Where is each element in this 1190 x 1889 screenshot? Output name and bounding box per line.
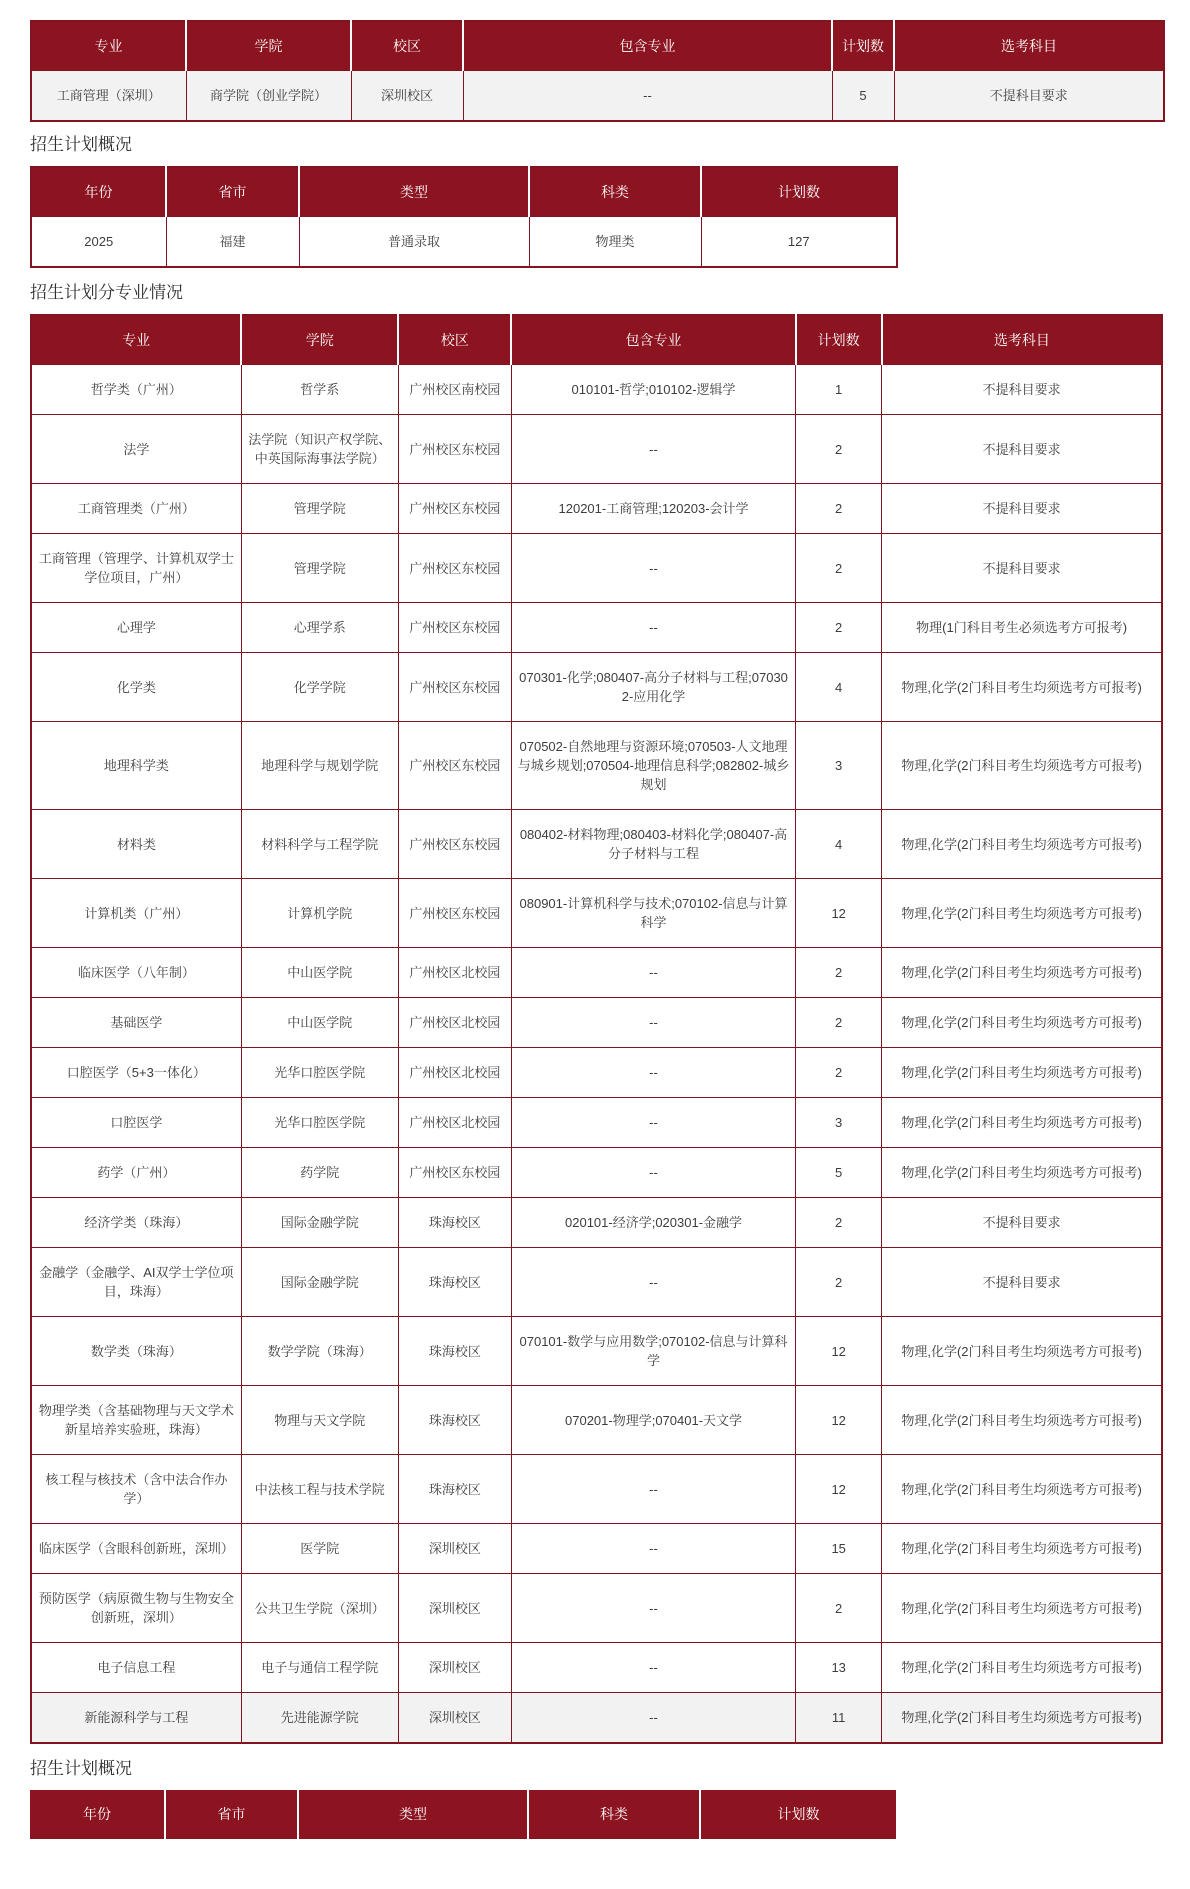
table-cell: 070101-数学与应用数学;070102-信息与计算科学 xyxy=(511,1317,795,1386)
table-cell: 3 xyxy=(796,722,882,810)
table-row xyxy=(31,1317,1162,1386)
column-header: 选考科目 xyxy=(882,315,1162,365)
column-header: 年份 xyxy=(31,167,166,217)
table-cell: -- xyxy=(511,998,795,1048)
table-cell: 国际金融学院 xyxy=(241,1198,398,1248)
table-cell: 物理,化学(2门科目考生均须选考方可报考) xyxy=(882,1643,1162,1693)
table-cell: 公共卫生学院（深圳） xyxy=(241,1574,398,1643)
table-cell: 物理,化学(2门科目考生均须选考方可报考) xyxy=(882,1048,1162,1098)
table-cell: -- xyxy=(463,71,832,122)
table-cell: 物理与天文学院 xyxy=(241,1386,398,1455)
table-cell: 材料类 xyxy=(31,810,241,879)
table-cell: 广州校区东校园 xyxy=(398,879,511,948)
table-cell: 2025 xyxy=(31,217,166,268)
table-cell: 070201-物理学;070401-天文学 xyxy=(511,1386,795,1455)
table-cell: -- xyxy=(511,1048,795,1098)
column-header: 包含专业 xyxy=(463,21,832,71)
header-row xyxy=(31,167,897,217)
column-header: 计划数 xyxy=(701,167,897,217)
table-cell: -- xyxy=(511,1693,795,1744)
table-row xyxy=(31,722,1162,810)
table-cell: 080402-材料物理;080403-材料化学;080407-高分子材料与工程 xyxy=(511,810,795,879)
table-cell: 地理科学与规划学院 xyxy=(241,722,398,810)
table-cell: 2 xyxy=(796,1198,882,1248)
table-cell: 珠海校区 xyxy=(398,1198,511,1248)
plan-by-major-table xyxy=(30,314,1163,1744)
table-cell: 临床医学（八年制） xyxy=(31,948,241,998)
section-title-by-major: 招生计划分专业情况 xyxy=(30,283,183,302)
table-cell: 广州校区东校园 xyxy=(398,603,511,653)
table-row xyxy=(31,1643,1162,1693)
table-cell: 化学学院 xyxy=(241,653,398,722)
table-cell: 物理,化学(2门科目考生均须选考方可报考) xyxy=(882,722,1162,810)
table-cell: 物理,化学(2门科目考生均须选考方可报考) xyxy=(882,1693,1162,1744)
table-row xyxy=(31,1524,1162,1574)
table-row xyxy=(31,365,1162,415)
table-cell: 数学类（珠海） xyxy=(31,1317,241,1386)
table-cell: 5 xyxy=(832,71,894,122)
column-header: 计划数 xyxy=(796,315,882,365)
table-cell: 心理学系 xyxy=(241,603,398,653)
table-cell: 物理类 xyxy=(529,217,701,268)
table-cell: 2 xyxy=(796,603,882,653)
table-cell: 12 xyxy=(796,1386,882,1455)
table-cell: 2 xyxy=(796,948,882,998)
column-header: 省市 xyxy=(165,1790,298,1839)
table-cell: 物理,化学(2门科目考生均须选考方可报考) xyxy=(882,948,1162,998)
table-cell: 物理,化学(2门科目考生均须选考方可报考) xyxy=(882,1148,1162,1198)
table-cell: 15 xyxy=(796,1524,882,1574)
table-cell: 2 xyxy=(796,415,882,484)
column-header: 学院 xyxy=(186,21,351,71)
table-row xyxy=(31,810,1162,879)
table-row xyxy=(31,415,1162,484)
table-cell: 物理,化学(2门科目考生均须选考方可报考) xyxy=(882,1574,1162,1643)
table-cell: 深圳校区 xyxy=(398,1643,511,1693)
column-header: 包含专业 xyxy=(511,315,795,365)
table-cell: 12 xyxy=(796,879,882,948)
header-row xyxy=(31,21,1164,71)
table-cell: 广州校区东校园 xyxy=(398,1148,511,1198)
header-row xyxy=(31,315,1162,365)
table-cell: 医学院 xyxy=(241,1524,398,1574)
table-cell: 地理科学类 xyxy=(31,722,241,810)
table-cell: 深圳校区 xyxy=(398,1693,511,1744)
column-header: 校区 xyxy=(398,315,511,365)
table-cell: 广州校区北校园 xyxy=(398,948,511,998)
table-cell: 广州校区东校园 xyxy=(398,810,511,879)
column-header: 类型 xyxy=(298,1790,528,1839)
table-row xyxy=(31,1048,1162,1098)
table-row xyxy=(31,1198,1162,1248)
table-cell: 电子信息工程 xyxy=(31,1643,241,1693)
table-cell: 不提科目要求 xyxy=(882,534,1162,603)
table-cell: 070502-自然地理与资源环境;070503-人文地理与城乡规划;070504-地理信息科学;082802-城乡规划 xyxy=(511,722,795,810)
table-row xyxy=(31,948,1162,998)
table-cell: 广州校区北校园 xyxy=(398,998,511,1048)
table-row xyxy=(31,1098,1162,1148)
table-cell: 010101-哲学;010102-逻辑学 xyxy=(511,365,795,415)
table-cell: 珠海校区 xyxy=(398,1248,511,1317)
table-cell: 广州校区北校园 xyxy=(398,1048,511,1098)
table-cell: -- xyxy=(511,1455,795,1524)
table-cell: 物理,化学(2门科目考生均须选考方可报考) xyxy=(882,998,1162,1048)
table-cell: 预防医学（病原微生物与生物安全创新班，深圳） xyxy=(31,1574,241,1643)
section-title-overview: 招生计划概况 xyxy=(30,135,132,154)
table-cell: 2 xyxy=(796,484,882,534)
table-cell: 经济学类（珠海） xyxy=(31,1198,241,1248)
table-cell: 珠海校区 xyxy=(398,1455,511,1524)
table-row xyxy=(31,1148,1162,1198)
table-cell: 哲学系 xyxy=(241,365,398,415)
table-cell: -- xyxy=(511,1574,795,1643)
table-cell: 5 xyxy=(796,1148,882,1198)
header-row xyxy=(30,1790,896,1839)
table-row xyxy=(31,1693,1162,1744)
table-cell: 计算机类（广州） xyxy=(31,879,241,948)
column-header: 类型 xyxy=(299,167,529,217)
table-cell: 127 xyxy=(701,217,897,268)
section-title-overview-2: 招生计划概况 xyxy=(30,1759,132,1778)
table-cell: 2 xyxy=(796,1248,882,1317)
table-cell: 不提科目要求 xyxy=(882,415,1162,484)
table-cell: 物理,化学(2门科目考生均须选考方可报考) xyxy=(882,879,1162,948)
table-cell: 4 xyxy=(796,653,882,722)
table-cell: -- xyxy=(511,1524,795,1574)
table-cell: 电子与通信工程学院 xyxy=(241,1643,398,1693)
table-cell: 先进能源学院 xyxy=(241,1693,398,1744)
table-cell: 临床医学（含眼科创新班，深圳） xyxy=(31,1524,241,1574)
table-cell: 不提科目要求 xyxy=(882,365,1162,415)
table-cell: -- xyxy=(511,1148,795,1198)
table-row xyxy=(31,1455,1162,1524)
table-cell: 计算机学院 xyxy=(241,879,398,948)
table-row xyxy=(31,998,1162,1048)
table-cell: 国际金融学院 xyxy=(241,1248,398,1317)
table-cell: 法学 xyxy=(31,415,241,484)
column-header: 专业 xyxy=(31,315,241,365)
table-cell: 珠海校区 xyxy=(398,1317,511,1386)
table-cell: 工商管理（管理学、计算机双学士学位项目，广州） xyxy=(31,534,241,603)
table-cell: 物理,化学(2门科目考生均须选考方可报考) xyxy=(882,1317,1162,1386)
table-cell: 不提科目要求 xyxy=(882,1248,1162,1317)
selected-major-table xyxy=(30,20,1165,122)
table-cell: 物理,化学(2门科目考生均须选考方可报考) xyxy=(882,653,1162,722)
table-cell: 物理(1门科目考生必须选考方可报考) xyxy=(882,603,1162,653)
table-cell: 物理,化学(2门科目考生均须选考方可报考) xyxy=(882,810,1162,879)
table-row xyxy=(31,1248,1162,1317)
column-header: 年份 xyxy=(30,1790,165,1839)
column-header: 学院 xyxy=(241,315,398,365)
table-cell: 2 xyxy=(796,1048,882,1098)
table-cell: 广州校区东校园 xyxy=(398,534,511,603)
table-cell: 4 xyxy=(796,810,882,879)
table-cell: 不提科目要求 xyxy=(882,484,1162,534)
table-cell: 物理,化学(2门科目考生均须选考方可报考) xyxy=(882,1098,1162,1148)
table-cell: 不提科目要求 xyxy=(882,1198,1162,1248)
column-header: 计划数 xyxy=(832,21,894,71)
column-header: 省市 xyxy=(166,167,299,217)
table-row xyxy=(31,71,1164,122)
table-cell: 物理,化学(2门科目考生均须选考方可报考) xyxy=(882,1524,1162,1574)
table-cell: -- xyxy=(511,1643,795,1693)
table-cell: -- xyxy=(511,1098,795,1148)
table-cell: 管理学院 xyxy=(241,484,398,534)
table-cell: 广州校区东校园 xyxy=(398,653,511,722)
table-cell: 中山医学院 xyxy=(241,948,398,998)
table-cell: 2 xyxy=(796,998,882,1048)
table-cell: -- xyxy=(511,948,795,998)
table-cell: 口腔医学 xyxy=(31,1098,241,1148)
table-row xyxy=(31,603,1162,653)
table-cell: 材料科学与工程学院 xyxy=(241,810,398,879)
table-row xyxy=(31,534,1162,603)
table-cell: 工商管理类（广州） xyxy=(31,484,241,534)
table-cell: 12 xyxy=(796,1455,882,1524)
table-cell: 深圳校区 xyxy=(398,1574,511,1643)
table-cell: 光华口腔医学院 xyxy=(241,1048,398,1098)
table-cell: 广州校区南校园 xyxy=(398,365,511,415)
column-header: 专业 xyxy=(31,21,186,71)
table-cell: 管理学院 xyxy=(241,534,398,603)
column-header: 选考科目 xyxy=(894,21,1164,71)
table-row xyxy=(31,653,1162,722)
table-cell: 120201-工商管理;120203-会计学 xyxy=(511,484,795,534)
table-cell: 080901-计算机科学与技术;070102-信息与计算科学 xyxy=(511,879,795,948)
table-cell: 物理,化学(2门科目考生均须选考方可报考) xyxy=(882,1455,1162,1524)
table-row xyxy=(31,484,1162,534)
table-cell: 中法核工程与技术学院 xyxy=(241,1455,398,1524)
table-cell: 药学院 xyxy=(241,1148,398,1198)
table-row xyxy=(31,879,1162,948)
plan-overview-table xyxy=(30,166,898,268)
table-cell: 13 xyxy=(796,1643,882,1693)
table-cell: -- xyxy=(511,1248,795,1317)
table-cell: 广州校区东校园 xyxy=(398,415,511,484)
table-cell: 核工程与核技术（含中法合作办学） xyxy=(31,1455,241,1524)
table-cell: 不提科目要求 xyxy=(894,71,1164,122)
table-cell: 新能源科学与工程 xyxy=(31,1693,241,1744)
table-cell: 基础医学 xyxy=(31,998,241,1048)
table-cell: 3 xyxy=(796,1098,882,1148)
table-cell: 12 xyxy=(796,1317,882,1386)
table-cell: 金融学（金融学、AI双学士学位项目，珠海） xyxy=(31,1248,241,1317)
table-cell: 心理学 xyxy=(31,603,241,653)
table-cell: 化学类 xyxy=(31,653,241,722)
table-cell: 药学（广州） xyxy=(31,1148,241,1198)
table-cell: 法学院（知识产权学院、中英国际海事法学院） xyxy=(241,415,398,484)
table-cell: 深圳校区 xyxy=(398,1524,511,1574)
table-cell: 中山医学院 xyxy=(241,998,398,1048)
table-cell: 广州校区东校园 xyxy=(398,484,511,534)
table-row xyxy=(31,1574,1162,1643)
table-cell: 福建 xyxy=(166,217,299,268)
table-cell: 2 xyxy=(796,534,882,603)
table-cell: 商学院（创业学院） xyxy=(186,71,351,122)
table-cell: 口腔医学（5+3一体化） xyxy=(31,1048,241,1098)
column-header: 计划数 xyxy=(700,1790,896,1839)
table-cell: 深圳校区 xyxy=(351,71,463,122)
table-cell: -- xyxy=(511,415,795,484)
table-cell: 070301-化学;080407-高分子材料与工程;070302-应用化学 xyxy=(511,653,795,722)
table-cell: 广州校区东校园 xyxy=(398,722,511,810)
table-cell: 哲学类（广州） xyxy=(31,365,241,415)
table-cell: 普通录取 xyxy=(299,217,529,268)
table-cell: 物理学类（含基础物理与天文学术新星培养实验班，珠海） xyxy=(31,1386,241,1455)
column-header: 校区 xyxy=(351,21,463,71)
table-cell: 工商管理（深圳） xyxy=(31,71,186,122)
column-header: 科类 xyxy=(528,1790,700,1839)
table-cell: 珠海校区 xyxy=(398,1386,511,1455)
table-cell: -- xyxy=(511,534,795,603)
table-cell: 数学学院（珠海） xyxy=(241,1317,398,1386)
table-cell: 广州校区北校园 xyxy=(398,1098,511,1148)
table-cell: 物理,化学(2门科目考生均须选考方可报考) xyxy=(882,1386,1162,1455)
table-cell: 020101-经济学;020301-金融学 xyxy=(511,1198,795,1248)
column-header: 科类 xyxy=(529,167,701,217)
table-row xyxy=(31,217,897,268)
table-cell: 光华口腔医学院 xyxy=(241,1098,398,1148)
table-row xyxy=(31,1386,1162,1455)
table-cell: 2 xyxy=(796,1574,882,1643)
table-cell: -- xyxy=(511,603,795,653)
table-cell: 11 xyxy=(796,1693,882,1744)
table-cell: 1 xyxy=(796,365,882,415)
plan-overview-table-2 xyxy=(30,1790,896,1839)
